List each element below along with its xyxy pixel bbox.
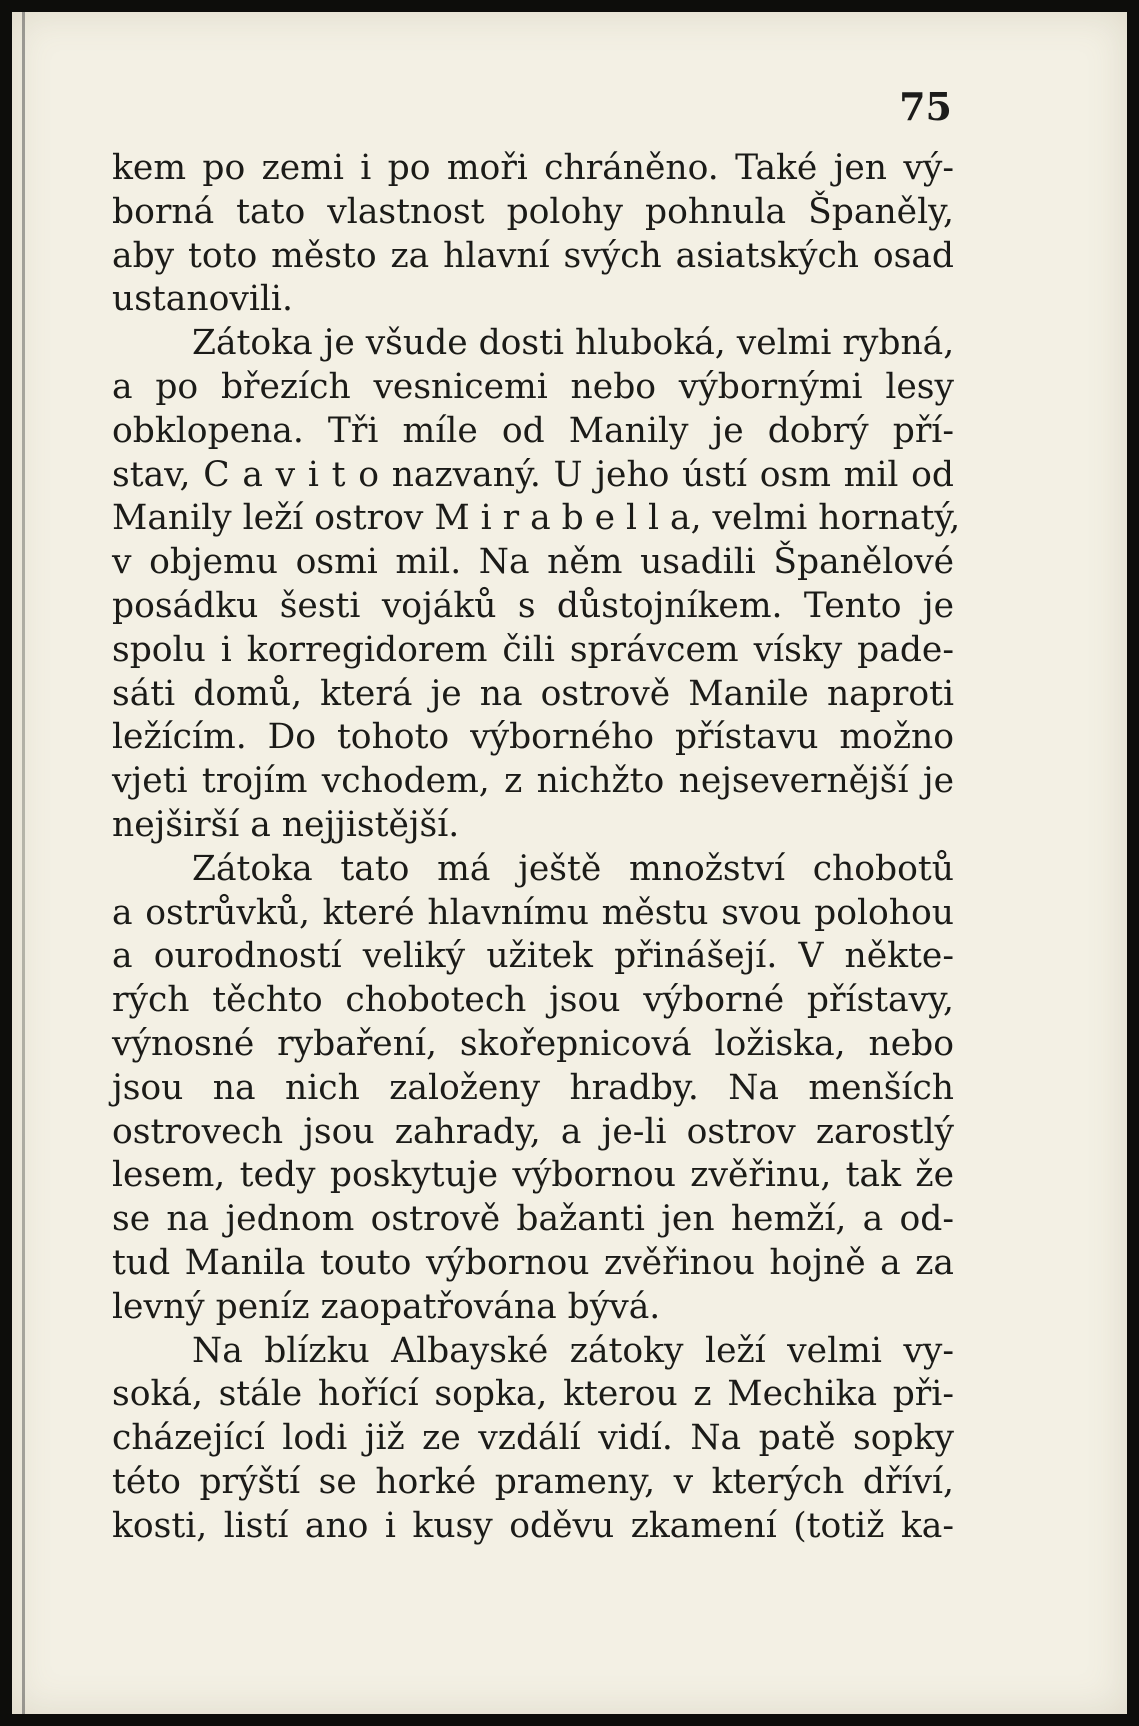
text-line: kem po zemi i po moři chráněno. Také jen vý- (112, 148, 954, 188)
text-line: rých těchto chobotech jsou výborné přístavy, (112, 980, 954, 1021)
text-line: v objemu osmi mil. Na něm usadili Španělové (112, 542, 954, 583)
text-line: tud Manila touto výbornou zvěřinou hojně a za (112, 1242, 954, 1283)
text-line: Zátoka tato má ještě množství chobotů (192, 848, 954, 889)
page-number: 75 (899, 84, 952, 129)
text-line: spolu i korregidorem čili správcem vísky pade- (112, 629, 954, 670)
text-line: vjeti trojím vchodem, z nichžto nejsevernější je (112, 761, 954, 802)
text-line: Manily leží ostrov M i r a b e l l a, velmi hornatý, (112, 498, 961, 539)
text-line: Zátoka je všude dosti hluboká, velmi rybná, (192, 323, 955, 364)
text-line: ostrovech jsou zahrady, a je-li ostrov zarostlý (112, 1111, 954, 1152)
text-line: stav, C a v i t o nazvaný. U jeho ústí osm mil od (112, 454, 954, 495)
text-line: soká, stále hořící sopka, kterou z Mechika při- (112, 1374, 954, 1415)
text-line: a po březích vesnicemi nebo výbornými lesy (112, 366, 954, 407)
text-line: sáti domů, která je na ostrově Manile naproti (112, 673, 954, 714)
text-line: kosti, listí ano i kusy oděvu zkamení (totiž ka- (112, 1505, 954, 1546)
page-text (112, 147, 961, 1549)
text-line: a ostrůvků, které hlavnímu městu svou polohou (112, 892, 954, 933)
text-line: borná tato vlastnost polohy pohnula Španěly, (112, 191, 954, 232)
text-line: lesem, tedy poskytuje výbornou zvěřinu, tak že (112, 1155, 954, 1196)
text-line: této prýští se horké prameny, v kterých dříví, (112, 1461, 954, 1502)
text-line: obklopena. Tři míle od Manily je dobrý pří- (112, 410, 954, 451)
text-line: výnosné rybaření, skořepnicová ložiska, nebo (112, 1023, 954, 1064)
text-line: aby toto město za hlavní svých asiatských osad (112, 235, 954, 276)
text-line: posádku šesti vojáků s důstojníkem. Tento je (112, 585, 954, 626)
text-line: levný peníz zaopatřována bývá. (112, 1286, 661, 1327)
book-page (12, 12, 1127, 1714)
page-edge-shadow (22, 12, 25, 1714)
text-line: se na jednom ostrově bažanti jen hemží, a od- (112, 1199, 954, 1240)
text-line: ležícím. Do tohoto výborného přístavu možno (112, 717, 954, 758)
text-line: nejširší a nejjistější. (112, 804, 460, 845)
text-line: cházející lodi již ze vzdálí vidí. Na patě sopky (112, 1418, 954, 1459)
text-line: Na blízku Albayské zátoky leží velmi vy- (192, 1330, 954, 1371)
text-line: a ourodností veliký užitek přinášejí. V někte- (112, 936, 954, 977)
text-line: jsou na nich založeny hradby. Na menších (112, 1067, 954, 1108)
text-line: ustanovili. (112, 279, 293, 320)
